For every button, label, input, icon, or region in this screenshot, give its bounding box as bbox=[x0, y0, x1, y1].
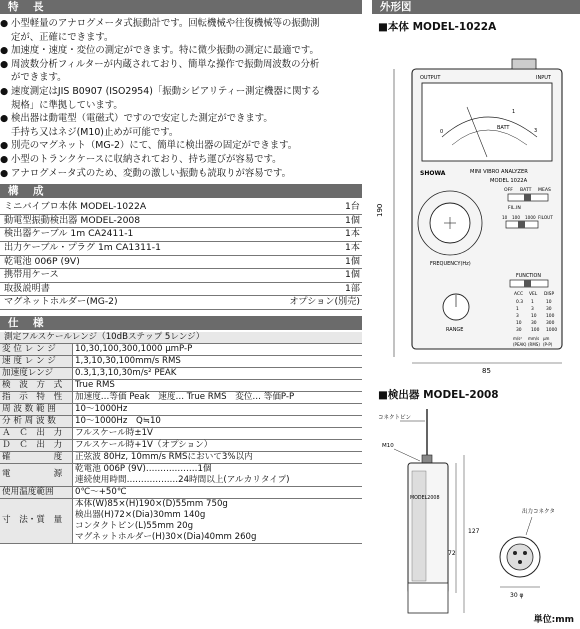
filter-1000-label: 1000 bbox=[525, 215, 536, 220]
filter-in-label: FIL.IN bbox=[508, 206, 521, 211]
feature-text: 加速度・速度・変位の測定ができます。特に微少振動の測定に最適です。 bbox=[11, 45, 319, 57]
spec-key: 周 波 数 範 囲 bbox=[0, 403, 73, 415]
width-dim-label: 85 bbox=[482, 367, 491, 375]
spec-key: 確 度 bbox=[0, 451, 73, 463]
composition-item: 出力ケーブル・プラグ 1m CA1311-1 bbox=[4, 241, 161, 253]
feature-text: アナログメータ式のため、変動の激しい振動も読取りが容易です。 bbox=[11, 167, 292, 179]
composition-qty: オプション(別売) bbox=[289, 296, 360, 308]
bullet-icon: ● bbox=[0, 45, 9, 57]
spec-value-line: 乾電池 006P (9V)………………1個 bbox=[75, 463, 212, 474]
composition-item: 乾電池 006P (9V) bbox=[4, 255, 80, 267]
spec-value bbox=[73, 415, 363, 427]
composition-list bbox=[0, 201, 362, 310]
range-value: 0.3 bbox=[516, 300, 523, 305]
composition-row bbox=[0, 201, 362, 215]
switch-batt-label: BATT bbox=[520, 188, 532, 193]
unit-text: m/s² bbox=[513, 336, 522, 341]
feature-text: 小型軽量のアナログメータ式振動計です。回転機械や往復機械等の振動測 bbox=[11, 18, 320, 29]
spec-row bbox=[0, 463, 362, 486]
range-value: 10 bbox=[546, 300, 552, 305]
connector-pin-3 bbox=[518, 560, 522, 564]
switch-meas-label: MEAS bbox=[538, 188, 551, 193]
connector-pin-1 bbox=[513, 551, 517, 555]
spec-key: 指 示 特 性 bbox=[0, 391, 73, 403]
outline-heading: 外形図 bbox=[372, 0, 580, 14]
spec-key: 使用温度範囲 bbox=[0, 486, 73, 498]
composition-row bbox=[0, 215, 362, 229]
function-label: FUNCTION bbox=[516, 274, 541, 279]
feature-item bbox=[0, 17, 362, 44]
spec-key: 分 析 周 波 数 bbox=[0, 415, 73, 427]
unit-text: (RMS) bbox=[528, 342, 540, 347]
detector-connector bbox=[408, 583, 448, 613]
range-value: 300 bbox=[546, 321, 555, 326]
composition-row bbox=[0, 296, 362, 310]
right-column bbox=[372, 0, 580, 625]
range-value: 30 bbox=[516, 328, 522, 333]
function-option-label: VEL bbox=[529, 292, 538, 297]
unit-text: (PEAK) bbox=[513, 342, 527, 347]
main-unit-drawing bbox=[372, 37, 580, 377]
composition-qty: 1本 bbox=[344, 228, 360, 240]
spec-value-line: 10,30,100,300,1000 μmP-P bbox=[75, 343, 193, 354]
bullet-icon: ● bbox=[0, 167, 9, 179]
composition-qty: 1部 bbox=[344, 282, 360, 294]
spec-key: 加速度レンジ bbox=[0, 367, 73, 379]
bullet-icon: ● bbox=[0, 140, 9, 152]
unit-text: mm/s bbox=[528, 336, 540, 341]
bullet-icon: ● bbox=[0, 153, 9, 165]
spec-key: 寸 法・質 量 bbox=[0, 498, 73, 543]
spec-row bbox=[0, 355, 362, 367]
range-value: 100 bbox=[531, 328, 540, 333]
spec-row bbox=[0, 498, 362, 543]
spec-value-line: 本体(W)85×(H)190×(D)55mm 750g bbox=[75, 498, 228, 509]
spec-value bbox=[73, 355, 363, 367]
feature-item bbox=[0, 85, 362, 112]
range-value: 1 bbox=[531, 300, 534, 305]
spec-value-line: 正弦波 80Hz, 10mm/s RMSにおいて3%以内 bbox=[75, 451, 253, 462]
bullet-icon: ● bbox=[0, 113, 9, 125]
spec-value bbox=[73, 439, 363, 451]
filter-10-label: 10 bbox=[502, 215, 508, 220]
feature-text: 定が、正確にできます。 bbox=[11, 31, 114, 43]
composition-row bbox=[0, 228, 362, 242]
feature-item bbox=[0, 112, 362, 139]
unit-label: 単位:mm bbox=[533, 615, 574, 625]
feature-text: 速度測定はJIS B0907 (ISO2954)「振動シビアリティー測定機器に関する bbox=[11, 85, 321, 97]
meter-scale-1: 1 bbox=[512, 109, 516, 115]
composition-row bbox=[0, 256, 362, 270]
spec-row bbox=[0, 343, 362, 355]
spec-header: 測定フルスケールレンジ（10dBステップ 5レンジ） bbox=[0, 332, 362, 344]
spec-key: Ａ Ｃ 出 力 bbox=[0, 427, 73, 439]
composition-row bbox=[0, 283, 362, 297]
range-value: 1000 bbox=[546, 328, 558, 333]
composition-qty: 1個 bbox=[344, 269, 360, 281]
bullet-icon: ● bbox=[0, 85, 9, 97]
spec-value-line: 0℃〜+50℃ bbox=[75, 486, 127, 497]
meter-scale-0: 0 bbox=[440, 129, 444, 135]
m10-label: M10 bbox=[382, 443, 394, 449]
spec-value bbox=[73, 486, 363, 498]
spec-value-line: 検出器(H)72×(Dia)30mm 140g bbox=[75, 509, 206, 520]
composition-qty: 1本 bbox=[344, 241, 360, 253]
power-switch-slider bbox=[524, 194, 531, 201]
device-model-label: MODEL 1022A bbox=[490, 178, 528, 184]
spec-row bbox=[0, 439, 362, 451]
spec-value-line: 1,3,10,30,100mm/s RMS bbox=[75, 355, 181, 366]
filter-switch-slider bbox=[518, 221, 525, 228]
feature-text: 規格」に準拠しています。 bbox=[11, 99, 123, 111]
composition-item: 取扱説明書 bbox=[4, 282, 50, 294]
range-value: 3 bbox=[531, 307, 534, 312]
range-value: 30 bbox=[531, 321, 537, 326]
composition-qty: 1台 bbox=[344, 201, 360, 213]
feature-item bbox=[0, 58, 362, 85]
range-value: 30 bbox=[546, 307, 552, 312]
spec-value-line: 10〜1000Hz Q≒10 bbox=[75, 415, 161, 426]
function-switch-slider bbox=[524, 280, 531, 287]
unit-text: μm bbox=[543, 336, 550, 341]
spec-value bbox=[73, 463, 363, 486]
function-option-label: ACC bbox=[514, 292, 524, 297]
range-value: 10 bbox=[516, 321, 522, 326]
spec-value bbox=[73, 391, 363, 403]
brand-logo: SHOWA bbox=[420, 170, 446, 177]
spec-row bbox=[0, 379, 362, 391]
detector-knurl bbox=[412, 471, 426, 581]
connector-label: 出力コネクタ bbox=[522, 509, 555, 515]
features-list bbox=[0, 17, 362, 180]
meter-scale-3: 3 bbox=[534, 128, 538, 134]
range-value: 10 bbox=[531, 314, 537, 319]
spec-table bbox=[0, 332, 362, 544]
composition-row bbox=[0, 242, 362, 256]
input-connector bbox=[512, 59, 536, 69]
range-value: 1 bbox=[516, 307, 519, 312]
spec-value-line: 加速度…等価 Peak 速度… True RMS 変位… 等価P-P bbox=[75, 391, 295, 402]
m10-leader bbox=[394, 449, 420, 461]
filter-out-label: FILOUT bbox=[538, 215, 553, 220]
connector-leader bbox=[526, 517, 532, 535]
spec-value-line: フルスケール時+1V（オプション） bbox=[75, 439, 213, 450]
input-label: INPUT bbox=[536, 75, 551, 81]
detector-label: ■検出器 MODEL-2008 bbox=[378, 389, 499, 401]
range-value: 100 bbox=[546, 314, 555, 319]
composition-qty: 1個 bbox=[344, 214, 360, 226]
spec-header-row bbox=[0, 332, 362, 344]
spec-row bbox=[0, 415, 362, 427]
spec-key: 電 源 bbox=[0, 463, 73, 486]
composition-heading: 構 成 bbox=[0, 184, 362, 198]
spec-value bbox=[73, 427, 363, 439]
spec-value-line: コンタクトピン(L)55mm 20g bbox=[75, 520, 194, 531]
detector-total-dim: 127 bbox=[468, 528, 480, 535]
detector-body-dim: 72 bbox=[448, 550, 456, 557]
feature-text: 小型のトランクケースに収納されており、持ち運びが容易です。 bbox=[11, 153, 282, 165]
spec-row bbox=[0, 367, 362, 379]
features-heading: 特 長 bbox=[0, 0, 362, 14]
spec-value bbox=[73, 451, 363, 463]
spec-value bbox=[73, 379, 363, 391]
feature-text: 手持ち又はネジ(M10)止めが可能です。 bbox=[11, 126, 179, 138]
spec-value-line: マグネットホルダー(H)30×(Dia)40mm 260g bbox=[75, 531, 257, 542]
spec-row bbox=[0, 486, 362, 498]
spec-value-line: 10〜1000Hz bbox=[75, 403, 128, 414]
range-value: 3 bbox=[516, 314, 519, 319]
frequency-label: FREQUENCY(Hz) bbox=[430, 261, 471, 267]
switch-off-label: OFF bbox=[504, 188, 513, 193]
function-option-label: DISP bbox=[544, 292, 555, 297]
specs-heading: 仕 様 bbox=[0, 316, 362, 330]
meter-window bbox=[422, 83, 552, 161]
feature-item bbox=[0, 139, 362, 153]
unit-text: (P-P) bbox=[543, 342, 553, 347]
spec-value bbox=[73, 403, 363, 415]
feature-text: 周波数分析フィルターが内蔵されており、簡単な操作で振動周波数の分析 bbox=[11, 58, 320, 70]
composition-item: ミニバイブロ本体 MODEL-1022A bbox=[4, 201, 147, 213]
composition-item: 携帯用ケース bbox=[4, 269, 59, 281]
spec-value-line: フルスケール時±1V bbox=[75, 427, 153, 438]
spec-value-line: 連続使用時間………………24時間以上(アルカリタイプ) bbox=[75, 474, 290, 485]
detector-drawing bbox=[372, 405, 580, 625]
spec-key: 変 位 レ ン ジ bbox=[0, 343, 73, 355]
bullet-icon: ● bbox=[0, 58, 9, 70]
detector-model-text: MODEL2008 bbox=[410, 496, 440, 501]
feature-item bbox=[0, 167, 362, 181]
feature-text: 別売のマグネット（MG-2）にて、簡単に検出器の固定ができます。 bbox=[11, 140, 298, 152]
bullet-icon: ● bbox=[0, 18, 9, 29]
spec-value-line: 0.3,1,3,10,30m/s² PEAK bbox=[75, 367, 177, 378]
device-name-label: MINI VIBRO ANALYZER bbox=[470, 169, 528, 175]
connector-dim: 30 φ bbox=[510, 592, 524, 599]
feature-item bbox=[0, 153, 362, 167]
filter-100-label: 100 bbox=[512, 215, 520, 220]
spec-row bbox=[0, 403, 362, 415]
pin-label: コネクトピン bbox=[378, 415, 412, 421]
spec-row bbox=[0, 391, 362, 403]
spec-key: 速 度 レ ン ジ bbox=[0, 355, 73, 367]
spec-value bbox=[73, 498, 363, 543]
thread-m10 bbox=[422, 455, 432, 463]
composition-item: マグネットホルダー(MG-2) bbox=[4, 296, 118, 308]
composition-qty: 1個 bbox=[344, 255, 360, 267]
spec-row bbox=[0, 427, 362, 439]
connector-pin-2 bbox=[523, 551, 527, 555]
spec-value-line: True RMS bbox=[75, 379, 115, 390]
spec-row bbox=[0, 451, 362, 463]
range-label: RANGE bbox=[446, 327, 464, 333]
spec-key: Ｄ Ｃ 出 力 bbox=[0, 439, 73, 451]
feature-item bbox=[0, 44, 362, 58]
main-unit-label: ■本体 MODEL-1022A bbox=[378, 21, 497, 33]
composition-row bbox=[0, 269, 362, 283]
connector-inner bbox=[507, 544, 533, 570]
composition-item: 動電型振動検出器 MODEL-2008 bbox=[4, 214, 141, 226]
spec-value bbox=[73, 367, 363, 379]
feature-text: ができます。 bbox=[11, 72, 67, 84]
spec-key: 検 波 方 式 bbox=[0, 379, 73, 391]
output-label: OUTPUT bbox=[420, 75, 441, 81]
meter-batt-label: BATT bbox=[497, 125, 510, 131]
height-dim-label: 190 bbox=[376, 203, 384, 217]
composition-item: 検出器ケーブル 1m CA2411-1 bbox=[4, 228, 134, 240]
feature-text: 検出器は動電型（電磁式）ですので安定した測定ができます。 bbox=[11, 113, 273, 125]
spec-value bbox=[73, 343, 363, 355]
